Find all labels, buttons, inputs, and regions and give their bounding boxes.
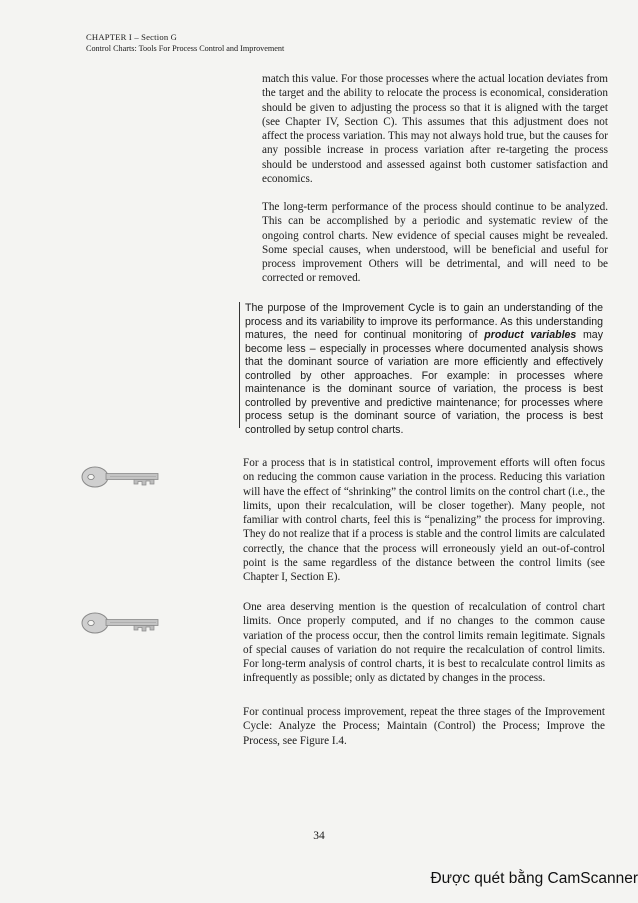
key-icon — [80, 604, 166, 642]
callout-text-end: may become less – especially in processes where documented analysis shows that the dominant source of variation are more efficiently and effectively controlled by other approaches. For example: in processes where maintenance is the dominant source of variation, the process is best controlled by preventive and predictive maintenance; for processes where process setup is the dominant source of variation, the process is best controlled by setup control charts. — [245, 329, 603, 436]
paragraph-long-term-performance: The long-term performance of the process should continue to be analyzed. This can be accomplished by a periodic and systematic review of the ongoing control charts. New evidence of special causes might be revealed. Some special causes, when understood, will be beneficial and useful for process improvement Others will be detrimental, and will need to be corrected or removed. — [262, 201, 608, 285]
chapter-heading: CHAPTER I – Section G — [86, 32, 178, 42]
callout-text-start: The purpose of the Improvement Cycle is to gain an understanding of the process and its variability to improve its performance. As this understanding matures, the need for continual monitoring of — [245, 302, 603, 341]
callout-text — [245, 302, 603, 437]
callout-emphasis: product variables — [484, 329, 577, 341]
paragraph-continual-improvement: For continual process improvement, repeat the three stages of the Improvement Cycle: Analyze the Process; Maintain (Control) the Process; Improve the Process, see Figure I.4. — [243, 706, 605, 747]
improvement-cycle-callout — [239, 302, 603, 436]
paragraph-process-targeting: match this value. For those processes where the actual location deviates from the target and the ability to relocate the process is economical, consideration should be given to adjusting the process so that it is aligned with the target (see Chapter IV, Section C). This assumes that this adjustment does not affect the process variation. This may not always hold true, but the causes for any possible increase in process variation after re-targeting the process should be understood and assessed against both customer satisfaction and economics. — [262, 73, 608, 186]
page-header — [86, 32, 446, 54]
scanner-watermark: Được quét bằng CamScanner — [430, 870, 638, 887]
chapter-subtitle: Control Charts: Tools For Process Control and Improvement — [86, 44, 285, 53]
paragraph-common-cause-variation: For a process that is in statistical control, improvement efforts will often focus on reducing the common cause variation in the process. Reducing this variation will have the effect of “shrinking” the control limits on the control chart (i.e., the limits, upon their recalculation, will be closer together). Many people, not familiar with control charts, feel this is “penalizing” the process for improving. They do not realize that if a process is stable and the control limits are calculated correctly, the chance that the process will erroneously yield an out-of-control point is the same regardless of the distance between the control limits (see Chapter I, Section E). — [243, 457, 605, 584]
paragraph-recalculation-limits: One area deserving mention is the question of recalculation of control chart limits. Once properly computed, and if no changes to the common cause variation of the process occur, then the control limits remain legitimate. Signals of special causes of variation do not require the recalculation of control limits. For long-term analysis of control charts, it is best to recalculate control limits as infrequently as possible; only as dictated by changes in the process. — [243, 601, 605, 685]
page-number: 34 — [313, 830, 325, 842]
key-icon — [80, 458, 166, 496]
